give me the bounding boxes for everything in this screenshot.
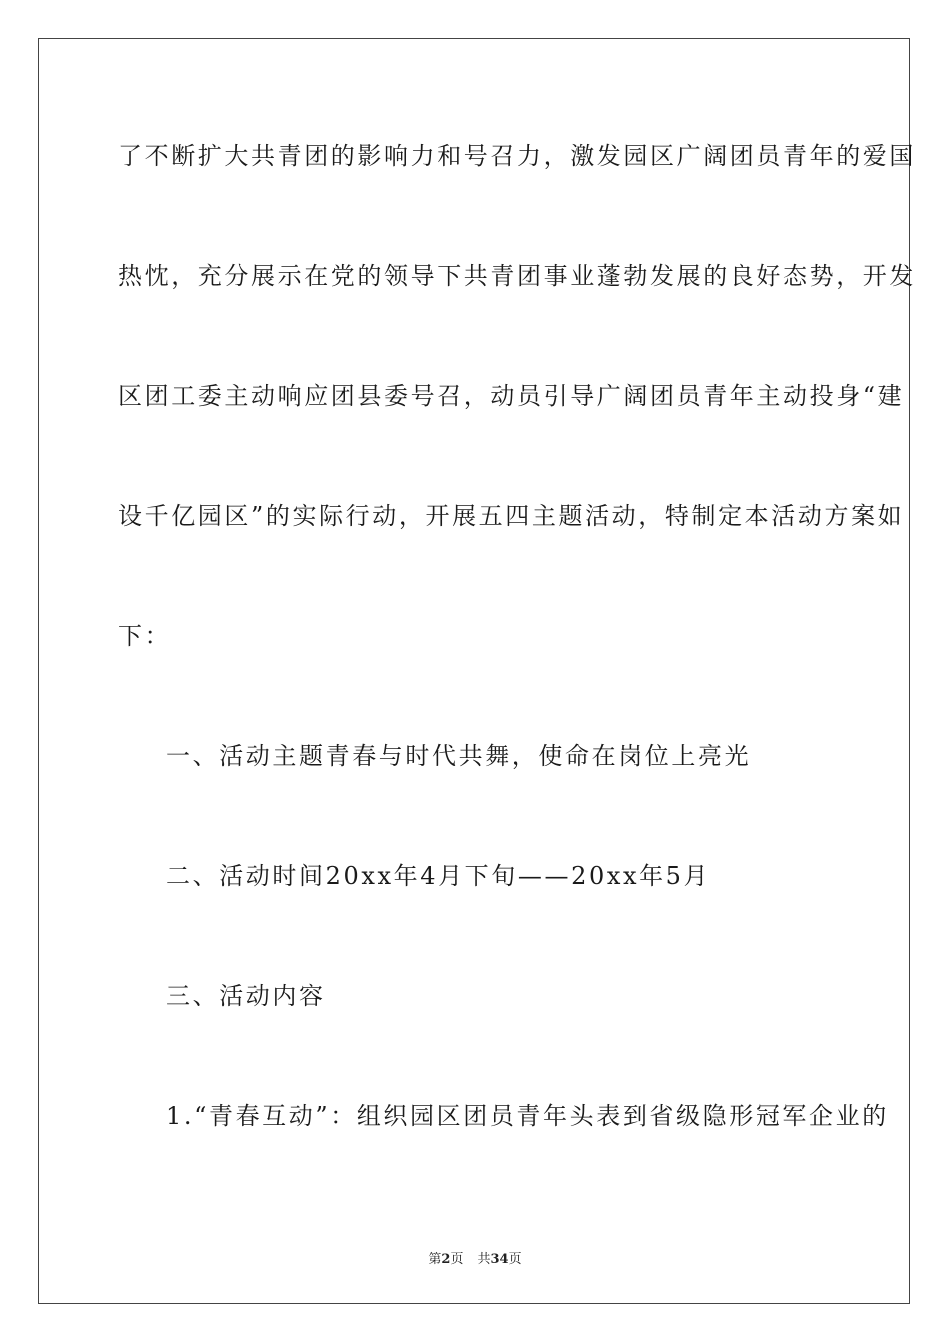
page-suffix: 页 [450,1252,464,1267]
page-number: 2 [441,1252,451,1267]
page-footer [0,1248,950,1267]
total-suffix: 页 [508,1252,522,1267]
section-heading-time: 二、活动时间20xx年4月下旬——20xx年5月 [166,862,711,890]
paragraph-line: 热忱，充分展示在党的领导下共青团事业蓬勃发展的良好态势，开发 [118,262,916,290]
page-prefix: 第 [428,1252,442,1267]
total-pages: 34 [490,1252,509,1267]
paragraph-line: 下： [118,622,172,650]
paragraph-line: 区团工委主动响应团县委号召，动员引导广阔团员青年主动投身“建 [118,382,905,410]
section-heading-theme: 一、活动主题青春与时代共舞，使命在岗位上亮光 [166,742,752,770]
paragraph-line: 了不断扩大共青团的影响力和号召力，激发园区广阔团员青年的爱国 [118,142,916,170]
section-heading-content: 三、活动内容 [166,982,326,1010]
total-prefix: 共 [477,1252,491,1267]
list-item: 1.“青春互动”：组织园区团员青年头表到省级隐形冠军企业的 [166,1102,889,1130]
paragraph-line: 设千亿园区”的实际行动，开展五四主题活动，特制定本活动方案如 [118,502,905,530]
